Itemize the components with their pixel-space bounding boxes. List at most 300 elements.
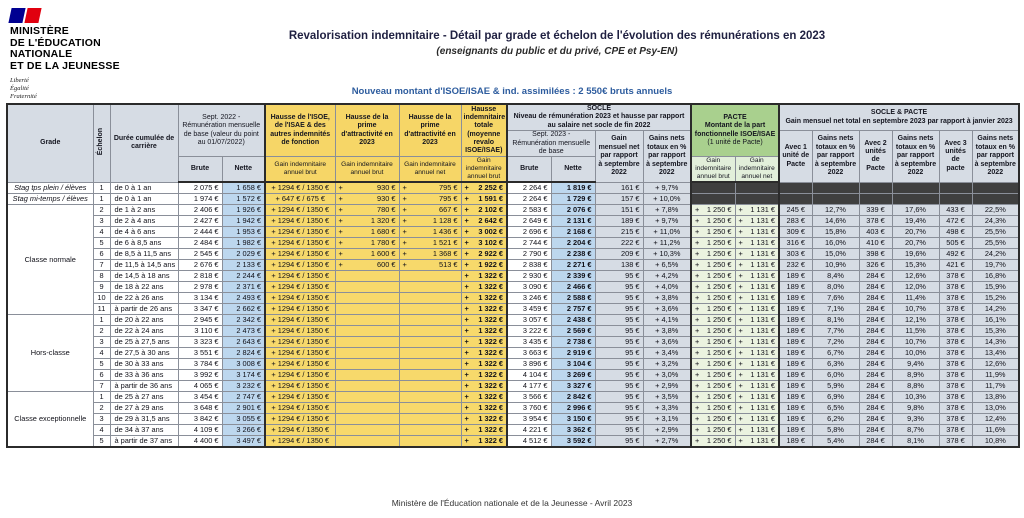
cell-n22: 2 824 € <box>222 348 265 359</box>
cell-a1: 189 € <box>779 414 812 425</box>
cell-n22: 1 942 € <box>222 216 265 227</box>
cell-pn: + 795 € <box>399 182 461 194</box>
cell-a1: 189 € <box>779 271 812 282</box>
cell-gm: 95 € <box>595 392 643 403</box>
cell-dur: de 1 à 2 ans <box>110 205 178 216</box>
cell-a2: 403 € <box>859 227 892 238</box>
table-row <box>7 282 1019 293</box>
cell-p2: 17,6% <box>892 205 939 216</box>
cell-pan: + 1 131 € <box>735 326 779 337</box>
cell-gm: 95 € <box>595 326 643 337</box>
cell-dur: de 20 à 22 ans <box>110 315 178 326</box>
col-subheader-prime-gain-brut: Gain indemnitaire annuel brut <box>335 157 399 182</box>
cell-p2: 10,7% <box>892 304 939 315</box>
cell-p1: 8,4% <box>812 271 859 282</box>
cell-b23: 2 790 € <box>507 249 551 260</box>
cell-tot: + 2 252 € <box>461 182 507 194</box>
cell-b23: 2 838 € <box>507 260 551 271</box>
cell-pan <box>735 182 779 194</box>
cell-tot: + 1 591 € <box>461 194 507 205</box>
grade-cell: Classe normale <box>7 205 93 315</box>
cell-b23: 3 663 € <box>507 348 551 359</box>
cell-a2: 326 € <box>859 260 892 271</box>
cell-ech: 1 <box>93 392 110 403</box>
cell-pct: + 9,7% <box>643 216 691 227</box>
cell-pb: + 1 600 € <box>335 249 399 260</box>
table-row <box>7 216 1019 227</box>
cell-a2 <box>859 194 892 205</box>
cell-dur: de 8,5 à 11,5 ans <box>110 249 178 260</box>
cell-b22: 3 323 € <box>178 337 222 348</box>
cell-pct: + 10,0% <box>643 194 691 205</box>
cell-a2: 284 € <box>859 370 892 381</box>
cell-pab: + 1 250 € <box>691 337 735 348</box>
cell-p3: 25,5% <box>972 227 1019 238</box>
table-row <box>7 359 1019 370</box>
cell-pn <box>399 326 461 337</box>
cell-b23: 2 649 € <box>507 216 551 227</box>
cell-a3: 505 € <box>939 238 972 249</box>
cell-p2: 8,7% <box>892 425 939 436</box>
cell-a3: 378 € <box>939 403 972 414</box>
cell-b23: 2 264 € <box>507 194 551 205</box>
section-header-socle: SOCLE Niveau de rémunération 2023 et hausse par rapport au salaire net socle de fin 2022 <box>507 104 691 131</box>
cell-pab: + 1 250 € <box>691 348 735 359</box>
table-row <box>7 436 1019 448</box>
cell-ech: 7 <box>93 260 110 271</box>
cell-n22: 2 747 € <box>222 392 265 403</box>
cell-ech: 3 <box>93 414 110 425</box>
cell-b23: 4 512 € <box>507 436 551 448</box>
cell-a1: 189 € <box>779 425 812 436</box>
cell-n23: 2 842 € <box>551 392 595 403</box>
cell-tot: + 1 322 € <box>461 326 507 337</box>
cell-ech: 8 <box>93 271 110 282</box>
cell-pb <box>335 436 399 448</box>
cell-p1 <box>812 182 859 194</box>
cell-b22: 2 545 € <box>178 249 222 260</box>
cell-p2: 11,5% <box>892 326 939 337</box>
cell-ech: 6 <box>93 249 110 260</box>
cell-ech: 11 <box>93 304 110 315</box>
cell-pn: + 1 436 € <box>399 227 461 238</box>
cell-tot: + 1 322 € <box>461 425 507 436</box>
cell-pct: + 3,8% <box>643 326 691 337</box>
cell-pan: + 1 131 € <box>735 359 779 370</box>
cell-isoe: + 1294 € / 1350 € <box>265 425 335 436</box>
cell-a1: 189 € <box>779 337 812 348</box>
cell-a3: 378 € <box>939 414 972 425</box>
cell-pb <box>335 370 399 381</box>
cell-ech: 10 <box>93 293 110 304</box>
cell-n22: 2 662 € <box>222 304 265 315</box>
cell-pan: + 1 131 € <box>735 293 779 304</box>
cell-tot: + 1 322 € <box>461 282 507 293</box>
cell-gm: 222 € <box>595 238 643 249</box>
col-subheader-isoe-gain: Gain indemnitaire annuel brut <box>265 157 335 182</box>
cell-pn <box>399 304 461 315</box>
cell-gm: 157 € <box>595 194 643 205</box>
table-row <box>7 348 1019 359</box>
grade-cell: Stag mi-temps / élèves <box>7 194 93 205</box>
cell-dur: de 22 à 26 ans <box>110 293 178 304</box>
cell-dur: à partir de 26 ans <box>110 304 178 315</box>
cell-pan: + 1 131 € <box>735 392 779 403</box>
table-row <box>7 315 1019 326</box>
table-row <box>7 403 1019 414</box>
cell-p3: 16,8% <box>972 271 1019 282</box>
cell-a3: 472 € <box>939 216 972 227</box>
cell-dur: à partir de 36 ans <box>110 381 178 392</box>
cell-gm: 95 € <box>595 414 643 425</box>
cell-p3: 11,6% <box>972 425 1019 436</box>
cell-ech: 7 <box>93 381 110 392</box>
cell-isoe: + 1294 € / 1350 € <box>265 238 335 249</box>
cell-p3: 14,3% <box>972 337 1019 348</box>
col-header-brute-2022: Brute <box>178 157 222 182</box>
cell-pab: + 1 250 € <box>691 216 735 227</box>
cell-isoe: + 1294 € / 1350 € <box>265 205 335 216</box>
cell-n23: 2 757 € <box>551 304 595 315</box>
cell-pan: + 1 131 € <box>735 271 779 282</box>
cell-b22: 2 075 € <box>178 182 222 194</box>
cell-a2: 284 € <box>859 326 892 337</box>
cell-pn <box>399 370 461 381</box>
cell-p3: 24,2% <box>972 249 1019 260</box>
cell-p1: 5,4% <box>812 436 859 448</box>
cell-pn <box>399 425 461 436</box>
cell-pct: + 3,0% <box>643 370 691 381</box>
cell-b22: 3 110 € <box>178 326 222 337</box>
cell-gm: 95 € <box>595 337 643 348</box>
cell-pct: + 2,9% <box>643 381 691 392</box>
ministry-line: ET DE LA JEUNESSE <box>10 59 120 72</box>
cell-n23: 2 076 € <box>551 205 595 216</box>
cell-pab: + 1 250 € <box>691 392 735 403</box>
cell-pab: + 1 250 € <box>691 238 735 249</box>
cell-n22: 2 371 € <box>222 282 265 293</box>
cell-tot: + 1 322 € <box>461 359 507 370</box>
col-header-echelon: Échelon <box>93 104 110 182</box>
cell-dur: de 22 à 24 ans <box>110 326 178 337</box>
cell-n22: 3 055 € <box>222 414 265 425</box>
cell-a1: 189 € <box>779 293 812 304</box>
cell-a1: 245 € <box>779 205 812 216</box>
cell-pn <box>399 381 461 392</box>
cell-n23: 3 327 € <box>551 381 595 392</box>
cell-ech: 3 <box>93 337 110 348</box>
cell-b22: 1 974 € <box>178 194 222 205</box>
cell-isoe: + 1294 € / 1350 € <box>265 293 335 304</box>
cell-p3: 11,9% <box>972 370 1019 381</box>
cell-a1 <box>779 182 812 194</box>
ministry-line: MINISTÈRE <box>10 25 69 37</box>
cell-b22: 2 427 € <box>178 216 222 227</box>
table-row <box>7 392 1019 403</box>
cell-pn: + 513 € <box>399 260 461 271</box>
cell-ech: 2 <box>93 205 110 216</box>
cell-a2: 284 € <box>859 436 892 448</box>
cell-ech: 5 <box>93 359 110 370</box>
cell-p2: 10,0% <box>892 348 939 359</box>
cell-p1: 6,9% <box>812 392 859 403</box>
cell-p2: 19,4% <box>892 216 939 227</box>
cell-gm: 95 € <box>595 425 643 436</box>
cell-a2: 378 € <box>859 216 892 227</box>
cell-a1: 189 € <box>779 370 812 381</box>
cell-p2: 10,3% <box>892 392 939 403</box>
cell-dur: de 18 à 22 ans <box>110 282 178 293</box>
cell-a2: 284 € <box>859 348 892 359</box>
cell-n22: 3 008 € <box>222 359 265 370</box>
cell-a3: 378 € <box>939 425 972 436</box>
cell-dur: de 27,5 à 30 ans <box>110 348 178 359</box>
cell-pb <box>335 348 399 359</box>
cell-pct: + 4,0% <box>643 282 691 293</box>
col-header-avec1: Avec 1 unité de Pacte <box>779 131 812 182</box>
cell-p2: 11,4% <box>892 293 939 304</box>
cell-a2: 284 € <box>859 337 892 348</box>
cell-tot: + 3 102 € <box>461 238 507 249</box>
cell-p2: 12,6% <box>892 271 939 282</box>
cell-b22: 2 676 € <box>178 260 222 271</box>
cell-a3: 378 € <box>939 370 972 381</box>
cell-p2 <box>892 182 939 194</box>
cell-pn <box>399 348 461 359</box>
page-title: Revalorisation indemnitaire - Détail par grade et échelon de l'évolution des rémunérations en 2023 <box>288 30 826 42</box>
cell-pb: + 930 € <box>335 194 399 205</box>
col-header-gains-pct-1: Gains nets totaux en % par rapport à septembre 2022 <box>812 131 859 182</box>
cell-pab: + 1 250 € <box>691 205 735 216</box>
table-row <box>7 271 1019 282</box>
cell-p3: 14,2% <box>972 304 1019 315</box>
cell-n22: 3 232 € <box>222 381 265 392</box>
col-header-nette-2022: Nette <box>222 157 265 182</box>
cell-tot: + 3 002 € <box>461 227 507 238</box>
cell-p3: 12,6% <box>972 359 1019 370</box>
cell-b22: 2 818 € <box>178 271 222 282</box>
cell-p3: 12,4% <box>972 414 1019 425</box>
cell-p3: 13,0% <box>972 403 1019 414</box>
cell-p2: 12,1% <box>892 315 939 326</box>
table-row <box>7 182 1019 194</box>
cell-n23: 2 569 € <box>551 326 595 337</box>
cell-p1: 6,5% <box>812 403 859 414</box>
cell-isoe: + 1294 € / 1350 € <box>265 403 335 414</box>
cell-pb <box>335 359 399 370</box>
cell-pct: + 3,8% <box>643 293 691 304</box>
cell-pb: + 1 680 € <box>335 227 399 238</box>
cell-pb <box>335 425 399 436</box>
cell-dur: de 6 à 8,5 ans <box>110 238 178 249</box>
cell-p2: 8,1% <box>892 436 939 448</box>
cell-b23: 3 090 € <box>507 282 551 293</box>
cell-p2: 8,8% <box>892 381 939 392</box>
cell-n23: 2 339 € <box>551 271 595 282</box>
cell-gm: 189 € <box>595 216 643 227</box>
cell-tot: + 1 322 € <box>461 293 507 304</box>
cell-dur: de 14,5 à 18 ans <box>110 271 178 282</box>
col-header-brute-2023: Brute <box>507 157 551 182</box>
cell-b22: 3 648 € <box>178 403 222 414</box>
cell-pct: + 3,6% <box>643 337 691 348</box>
cell-a1: 309 € <box>779 227 812 238</box>
cell-a3: 378 € <box>939 282 972 293</box>
cell-pb <box>335 271 399 282</box>
cell-b22: 2 945 € <box>178 315 222 326</box>
col-header-sept2023: Sept. 2023 - Rémunération mensuelle de base <box>507 131 595 157</box>
cell-p2: 9,3% <box>892 414 939 425</box>
cell-pab: + 1 250 € <box>691 227 735 238</box>
cell-a1: 283 € <box>779 216 812 227</box>
cell-b23: 2 696 € <box>507 227 551 238</box>
cell-isoe: + 1294 € / 1350 € <box>265 348 335 359</box>
cell-b22: 3 551 € <box>178 348 222 359</box>
cell-p3: 19,7% <box>972 260 1019 271</box>
cell-p1: 6,2% <box>812 414 859 425</box>
cell-a3: 378 € <box>939 436 972 448</box>
table-row <box>7 293 1019 304</box>
cell-b23: 4 104 € <box>507 370 551 381</box>
cell-dur: de 25 à 27 ans <box>110 392 178 403</box>
cell-p1: 7,1% <box>812 304 859 315</box>
cell-pb <box>335 392 399 403</box>
cell-pct: + 2,9% <box>643 425 691 436</box>
cell-n22: 2 133 € <box>222 260 265 271</box>
grade-cell: Classe exceptionnelle <box>7 392 93 448</box>
table-row <box>7 249 1019 260</box>
cell-n23: 2 466 € <box>551 282 595 293</box>
cell-a2: 339 € <box>859 205 892 216</box>
cell-isoe: + 1294 € / 1350 € <box>265 359 335 370</box>
col-header-avec2: Avec 2 unités de Pacte <box>859 131 892 182</box>
cell-n23: 2 438 € <box>551 315 595 326</box>
cell-b23: 3 246 € <box>507 293 551 304</box>
cell-p1: 10,9% <box>812 260 859 271</box>
cell-p2: 10,7% <box>892 337 939 348</box>
cell-pan: + 1 131 € <box>735 238 779 249</box>
cell-b23: 3 896 € <box>507 359 551 370</box>
cell-isoe: + 1294 € / 1350 € <box>265 271 335 282</box>
cell-pn: + 1 521 € <box>399 238 461 249</box>
cell-pct: + 3,1% <box>643 414 691 425</box>
cell-a1: 189 € <box>779 315 812 326</box>
cell-a1: 189 € <box>779 381 812 392</box>
cell-b23: 3 222 € <box>507 326 551 337</box>
isoe-amount-line: Nouveau montant d'ISOE/ISAE & ind. assimilées : 2 550€ bruts annuels <box>351 86 673 97</box>
cell-pb: + 1 320 € <box>335 216 399 227</box>
cell-gm: 95 € <box>595 282 643 293</box>
cell-pb <box>335 304 399 315</box>
cell-n22: 2 643 € <box>222 337 265 348</box>
cell-n23: 3 104 € <box>551 359 595 370</box>
cell-gm: 95 € <box>595 304 643 315</box>
cell-pn <box>399 282 461 293</box>
table-row <box>7 205 1019 216</box>
cell-b22: 4 400 € <box>178 436 222 448</box>
cell-dur: de 0 à 1 an <box>110 194 178 205</box>
cell-n23: 2 271 € <box>551 260 595 271</box>
cell-ech: 1 <box>93 182 110 194</box>
remuneration-table <box>6 103 1018 448</box>
cell-pn: + 795 € <box>399 194 461 205</box>
cell-pan: + 1 131 € <box>735 282 779 293</box>
table-row <box>7 227 1019 238</box>
cell-isoe: + 1294 € / 1350 € <box>265 182 335 194</box>
cell-b23: 3 566 € <box>507 392 551 403</box>
cell-a1: 189 € <box>779 392 812 403</box>
cell-pn <box>399 359 461 370</box>
cell-a2: 284 € <box>859 304 892 315</box>
cell-pn <box>399 315 461 326</box>
cell-dur: de 29 à 31,5 ans <box>110 414 178 425</box>
cell-pab: + 1 250 € <box>691 315 735 326</box>
cell-tot: + 1 322 € <box>461 403 507 414</box>
cell-pan: + 1 131 € <box>735 414 779 425</box>
cell-p2: 20,7% <box>892 238 939 249</box>
cell-p1: 15,0% <box>812 249 859 260</box>
cell-dur: de 4 à 6 ans <box>110 227 178 238</box>
cell-pab: + 1 250 € <box>691 370 735 381</box>
cell-a3 <box>939 182 972 194</box>
cell-a2: 284 € <box>859 282 892 293</box>
cell-a1: 189 € <box>779 359 812 370</box>
cell-gm: 95 € <box>595 271 643 282</box>
cell-b22: 2 978 € <box>178 282 222 293</box>
cell-pab: + 1 250 € <box>691 436 735 448</box>
cell-n23: 2 738 € <box>551 337 595 348</box>
cell-b23: 2 744 € <box>507 238 551 249</box>
cell-p2: 9,8% <box>892 403 939 414</box>
cell-b22: 3 784 € <box>178 359 222 370</box>
cell-pct: + 9,7% <box>643 182 691 194</box>
cell-pn <box>399 403 461 414</box>
cell-n23: 2 238 € <box>551 249 595 260</box>
cell-pan: + 1 131 € <box>735 304 779 315</box>
cell-n22: 2 493 € <box>222 293 265 304</box>
cell-ech: 6 <box>93 370 110 381</box>
cell-isoe: + 1294 € / 1350 € <box>265 260 335 271</box>
cell-n23: 2 919 € <box>551 348 595 359</box>
ministry-line: NATIONALE <box>10 48 73 61</box>
cell-pct: + 3,3% <box>643 403 691 414</box>
cell-b23: 4 177 € <box>507 381 551 392</box>
cell-pab <box>691 182 735 194</box>
cell-a2: 284 € <box>859 381 892 392</box>
cell-tot: + 1 322 € <box>461 381 507 392</box>
cell-tot: + 1 322 € <box>461 348 507 359</box>
cell-pn <box>399 337 461 348</box>
cell-a2: 284 € <box>859 425 892 436</box>
cell-b23: 4 221 € <box>507 425 551 436</box>
cell-pb: + 1 780 € <box>335 238 399 249</box>
cell-pan: + 1 131 € <box>735 370 779 381</box>
cell-n22: 3 174 € <box>222 370 265 381</box>
cell-b23: 3 760 € <box>507 403 551 414</box>
cell-pab: + 1 250 € <box>691 381 735 392</box>
cell-p3: 15,9% <box>972 282 1019 293</box>
cell-pan: + 1 131 € <box>735 205 779 216</box>
cell-pab: + 1 250 € <box>691 425 735 436</box>
cell-a1: 189 € <box>779 403 812 414</box>
cell-tot: + 1 322 € <box>461 271 507 282</box>
cell-ech: 5 <box>93 238 110 249</box>
cell-a3: 433 € <box>939 205 972 216</box>
cell-a3: 378 € <box>939 337 972 348</box>
cell-pb <box>335 403 399 414</box>
cell-ech: 1 <box>93 315 110 326</box>
cell-a1: 189 € <box>779 304 812 315</box>
